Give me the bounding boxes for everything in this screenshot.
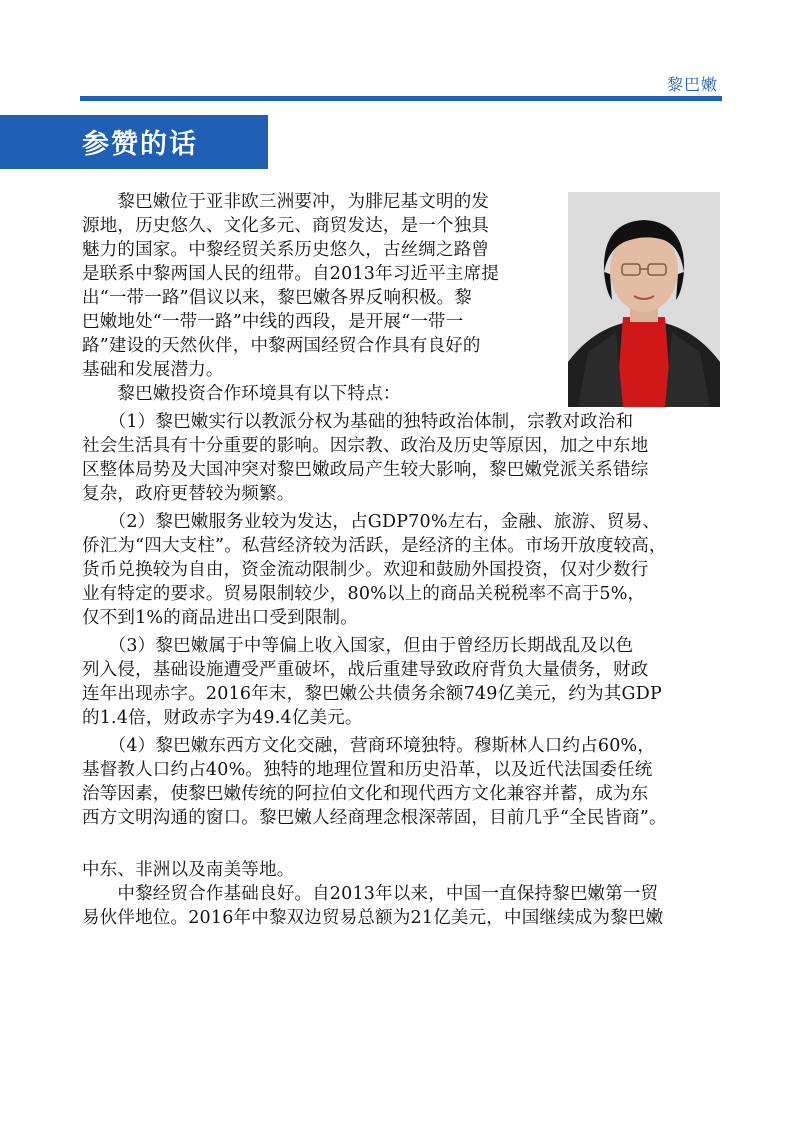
text-line: 魅力的国家。中黎经贸关系历史悠久，古丝绸之路曾: [82, 240, 490, 260]
text-line: 货币兑换较为自由，资金流动限制少。欢迎和鼓励外国投资，仅对少数行: [82, 560, 649, 580]
text-line: 复杂，政府更替较为频繁。: [82, 484, 295, 504]
text-line: 中东、非洲以及南美等地。: [82, 860, 295, 880]
text-line: 黎巴嫩投资合作环境具有以下特点：: [82, 384, 401, 404]
text-line: 巴嫩地处“一带一路”中线的西段，是开展“一带一: [82, 312, 464, 332]
text-line: 基础和发展潜力。: [82, 360, 224, 380]
portrait-photo: [568, 192, 720, 407]
text-line: 社会生活具有十分重要的影响。因宗教、政治及历史等原因，加之中东地: [82, 436, 649, 456]
text-line: 基督教人口约占40%。独特的地理位置和历史沿革，以及近代法国委任统: [82, 760, 653, 780]
header-country-label: 黎巴嫩: [666, 75, 718, 94]
text-line: 治等因素，使黎巴嫩传统的阿拉伯文化和现代西方文化兼容并蓄，成为东: [82, 784, 649, 804]
text-line: 区整体局势及大国冲突对黎巴嫩政局产生较大影响，黎巴嫩党派关系错综: [82, 460, 649, 480]
header-divider: [80, 96, 722, 101]
portrait-icon: [568, 192, 720, 407]
text-line: 列入侵，基础设施遭受严重破坏，战后重建导致政府背负大量债务，财政: [82, 660, 649, 680]
text-line: 的1.4倍，财政赤字为49.4亿美元。: [82, 708, 363, 728]
text-line: 路”建设的天然伙伴，中黎两国经贸合作具有良好的: [82, 336, 481, 356]
text-line: 出“一带一路”倡议以来，黎巴嫩各界反响积极。黎: [82, 288, 472, 308]
text-line: 源地，历史悠久、文化多元、商贸发达，是一个独具: [82, 216, 490, 236]
text-line: 业有特定的要求。贸易限制较少，80%以上的商品关税税率不高于5%，: [82, 584, 646, 604]
text-line: 西方文明沟通的窗口。黎巴嫩人经商理念根深蒂固，目前几乎“全民皆商”。: [82, 808, 667, 828]
text-line: 连年出现赤字。2016年末，黎巴嫩公共债务余额749亿美元，约为其GDP: [82, 684, 662, 704]
text-line: （1）黎巴嫩实行以教派分权为基础的独特政治体制，宗教对政治和: [82, 412, 634, 432]
text-line: 易伙伴地位。2016年中黎双边贸易总额为21亿美元，中国继续成为黎巴嫩: [82, 908, 664, 928]
section-banner: [0, 115, 268, 169]
text-line: （4）黎巴嫩东西方文化交融，营商环境独特。穆斯林人口约占60%，: [82, 736, 656, 756]
text-line: 中黎经贸合作基础良好。自2013年以来，中国一直保持黎巴嫩第一贸: [82, 884, 659, 904]
section-title: 参赞的话: [82, 129, 198, 160]
text-line: 仅不到1%的商品进出口受到限制。: [82, 608, 358, 628]
text-line: （3）黎巴嫩属于中等偏上收入国家，但由于曾经历长期战乱及以色: [82, 636, 634, 656]
text-line: 侨汇为“四大支柱”。私营经济较为活跃，是经济的主体。市场开放度较高，: [82, 536, 667, 556]
text-line: 黎巴嫩位于亚非欧三洲要冲，为腓尼基文明的发: [82, 192, 490, 212]
text-line: （2）黎巴嫩服务业较为发达，占GDP70%左右，金融、旅游、贸易、: [82, 512, 661, 532]
text-line: 是联系中黎两国人民的纽带。自2013年习近平主席提: [82, 264, 500, 284]
